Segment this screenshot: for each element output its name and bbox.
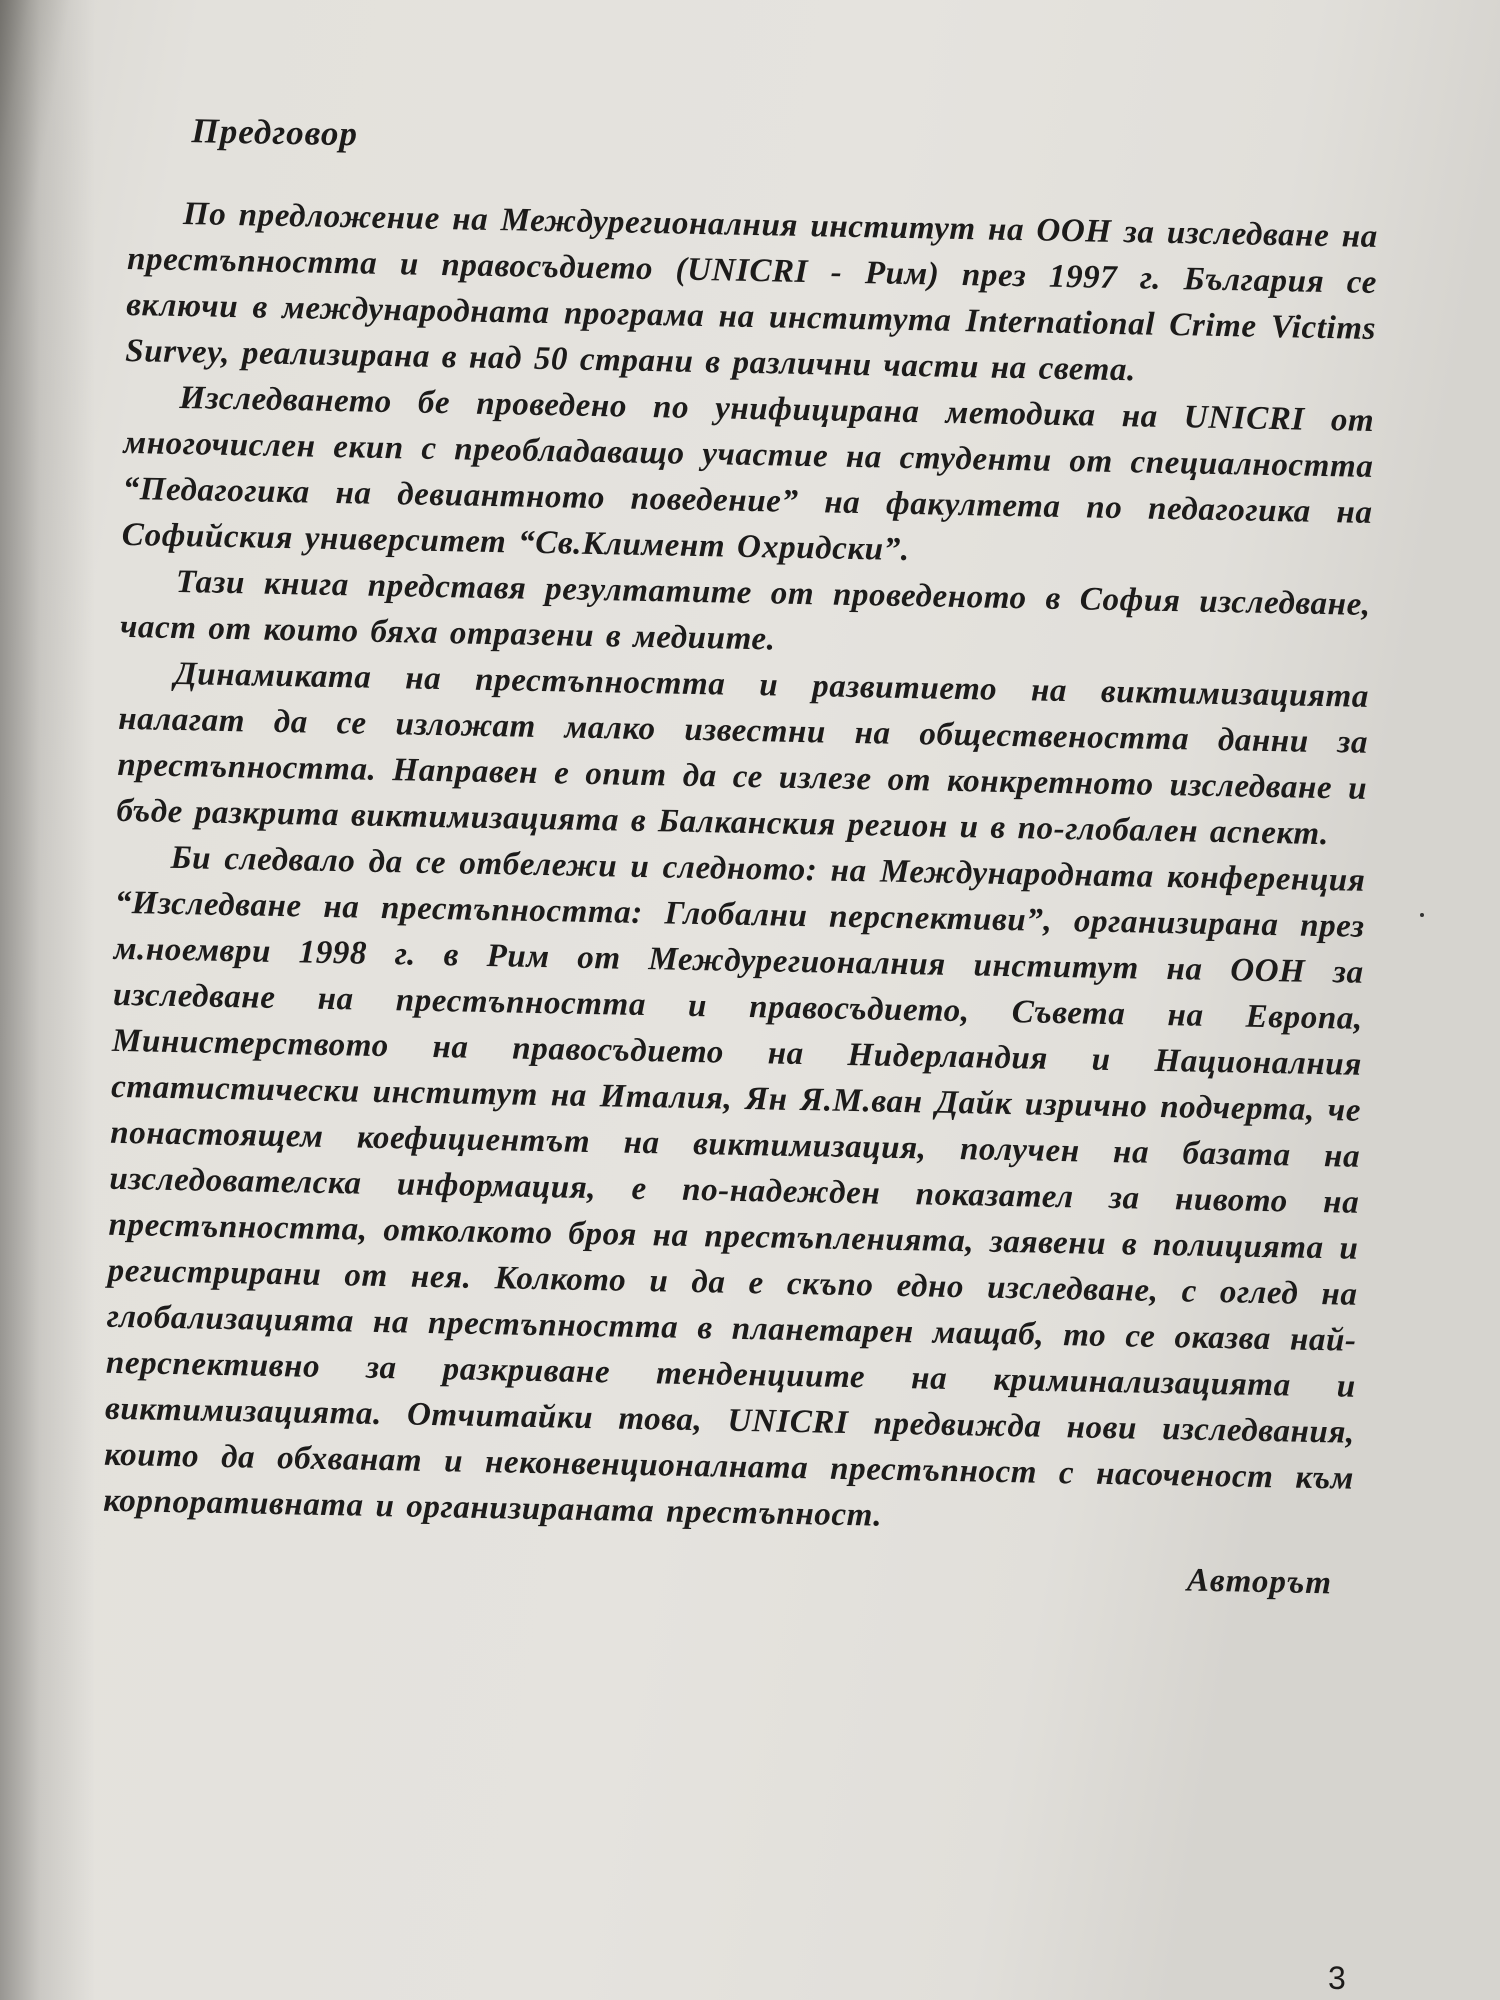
foreword-text-block	[102, 110, 1380, 1603]
page-number: 3	[1328, 1960, 1346, 1996]
page-gutter-shadow	[0, 0, 95, 2000]
paragraph-2: Изследването бе проведено по унифицирана методика на UNICRI от многочислен екип с преобладаващо участие на студенти от специалността “Педагогика на девиантното поведение” на факултета по педагогика на Софийския университет “Св.Климент Охридски”.	[121, 380, 1375, 569]
paragraph-5: Би следвало да се отбележи и следното: на Международната конференция “Изследване на престъпността: Глобални перспективи”, организирана през м.ноември 1998 г. в Рим от Междурегионалния институт на ООН за изследване на престъпността и правосъдието, Съвета на Европа, Министерството на правосъдието на Нидерландия и Националния статистически институт на Италия, Ян Я.М.ван Дайк изрично подчерта, че понастоящем коефициентът на виктимизация, получен на базата на изследователска информация, е по-надежден показател за нивото на престъпността, отколкото броя на престъпленията, заявени в полицията и регистрирани от нея. Колкото и да е скъпо едно изследване, с оглед на глобализацията на престъпността в планетарен мащаб, то се оказва най-перспективно за разкриване тенденциите на криминализацията и виктимизацията. Отчитайки това, UNICRI предвижда нови изследвания, които да обхванат и неконвенционалната престъпност с насоченост към корпоративната и организираната престъпност.	[102, 839, 1366, 1534]
author-signature: Авторът	[1186, 1562, 1333, 1602]
paragraph-1: По предложение на Междурегионалния институт на ООН за изследване на престъпността и правосъдието (UNICRI - Рим) през 1997 г. България се включи в международната програма на института International Crime Victims Survey, реализирана в над 50 страни в различни части на света.	[125, 196, 1379, 389]
foreword-heading: Предговор	[191, 111, 359, 154]
paper-speck	[1420, 913, 1424, 917]
paragraph-3: Тази книга представя резултатите от проведеното в София изследване, част от които бяха отразени в медиите.	[119, 563, 1372, 658]
paragraph-4: Динамиката на престъпността и развитието на виктимизацията налагат да се изложат малко известни на обществеността данни за престъпността. Направен е опит да се излезе от конкретното изследване и бъде разкрита виктимизацията в Балканския регион и в по-глобален аспект.	[116, 655, 1370, 853]
